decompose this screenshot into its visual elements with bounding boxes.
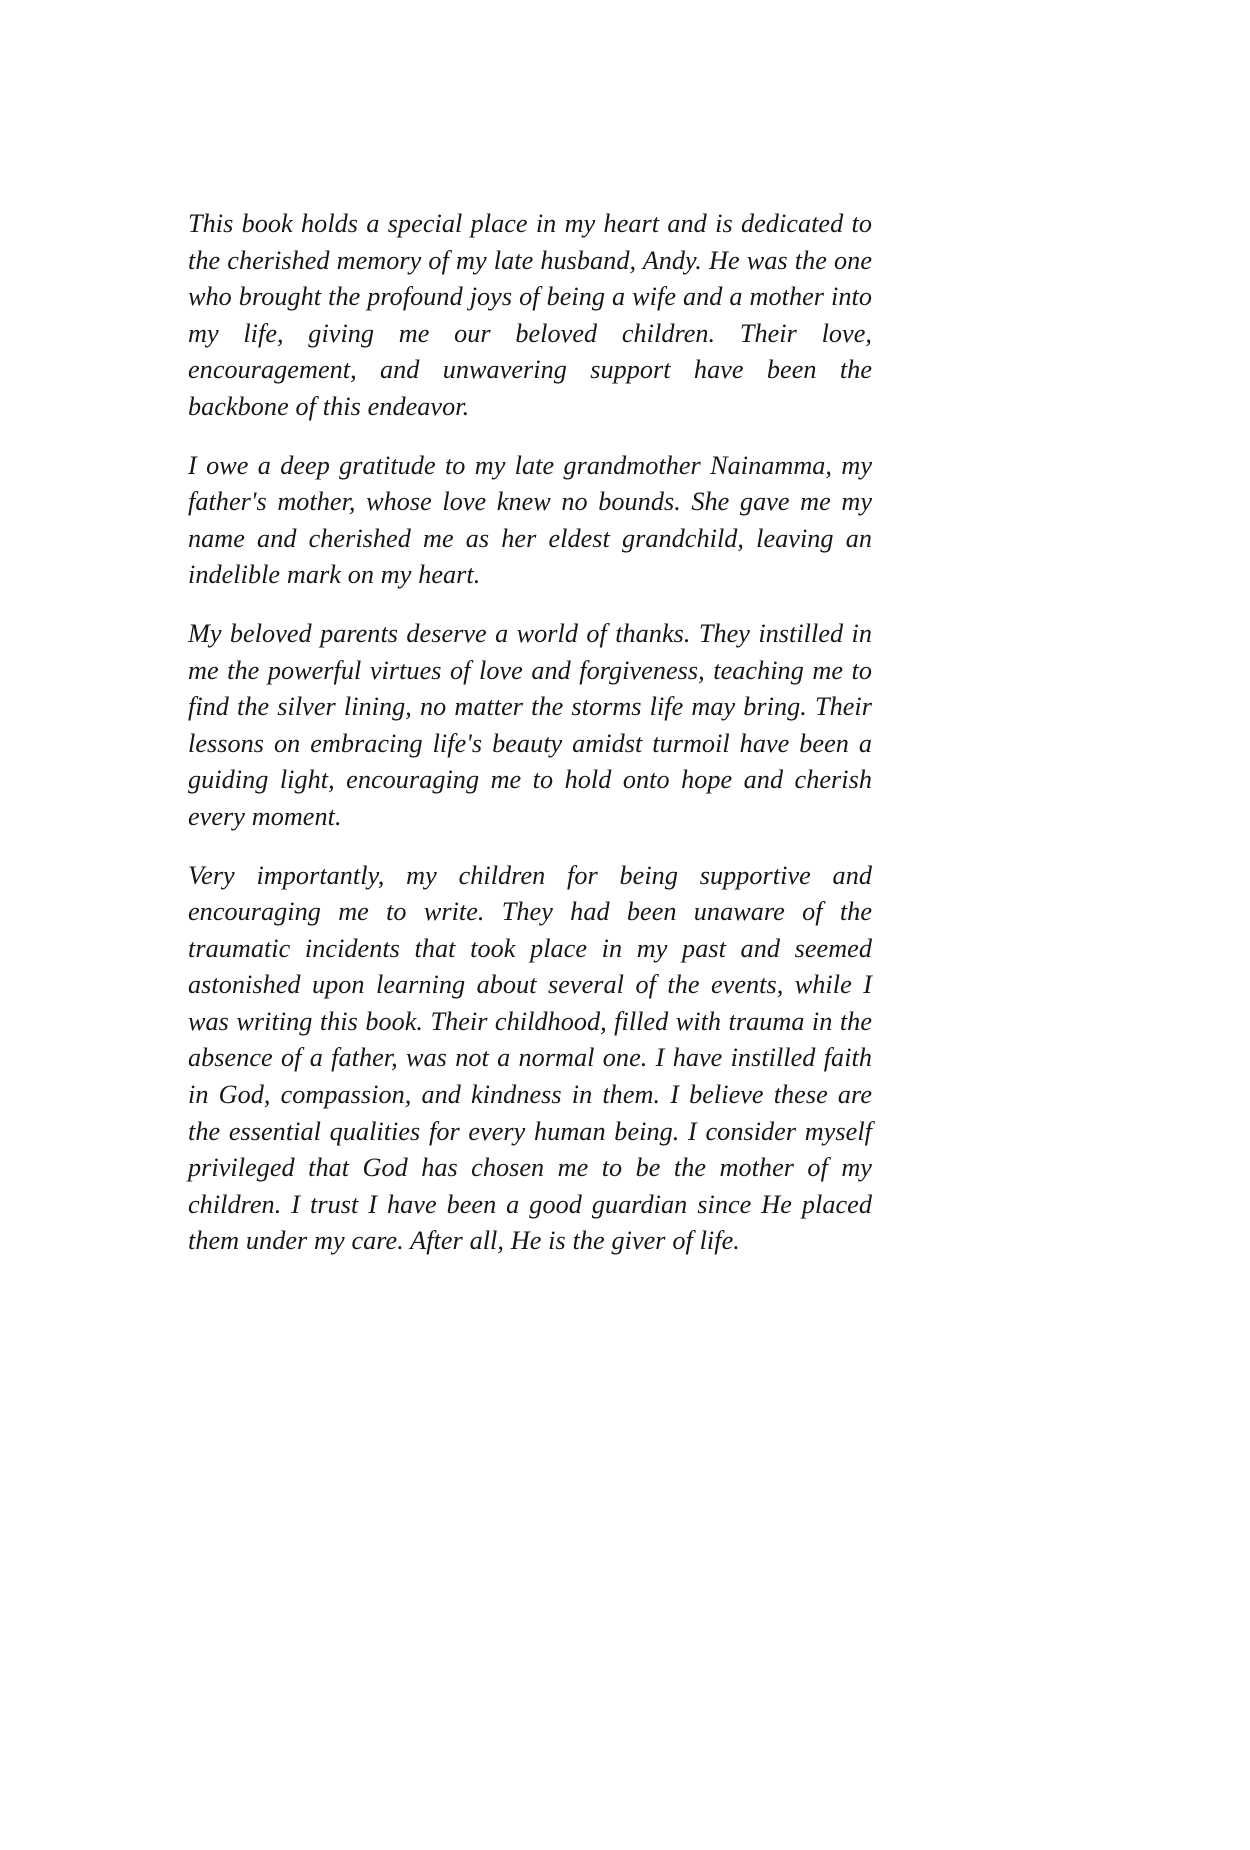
paragraph-gratitude-grandmother: I owe a deep gratitude to my late grandmother Nainamma, my father's mother, whose love knew no bounds. She gave me my name and cherished me as her eldest grandchild, leaving an indelible mark on my heart. — [188, 450, 872, 590]
paragraph-dedication-husband: This book holds a special place in my heart and is dedicated to the cherished memory of my late husband, Andy. He was the one who brought the profound joys of being a wife and a mother into my life, giving me our beloved children. Their love, encouragement, and unwavering support have been the backbone of this endeavor. — [188, 209, 872, 421]
paragraph-thanks-parents: My beloved parents deserve a world of thanks. They instilled in me the powerful virtues of love and forgiveness, teaching me to find the silver lining, no matter the storms life may bring. Their lessons on embracing life's beauty amidst turmoil have been a guiding light, encouraging me to hold onto hope and cherish every moment. — [188, 618, 872, 831]
body-text-column — [188, 206, 872, 1260]
paragraph-thanks-children: Very importantly, my children for being supportive and encouraging me to write. They had been unaware of the traumatic incidents that took place in my past and seemed astonished upon learning about several of the events, while I was writing this book. Their childhood, filled with trauma in the absence of a father, was not a normal one. I have instilled faith in God, compassion, and kindness in them. I believe these are the essential qualities for every human being. I consider myself privileged that God has chosen me to be the mother of my children. I trust I have been a good guardian since He placed them under my care. After all, He is the giver of life. — [188, 860, 872, 1256]
